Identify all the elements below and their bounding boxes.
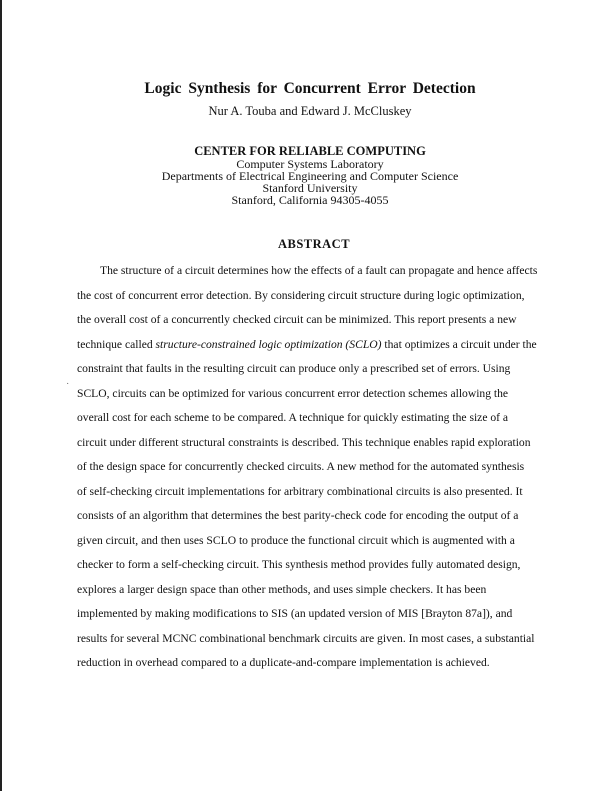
abstract-line: SCLO, circuits can be optimized for various concurrent error detection schemes allowing the <box>77 386 509 400</box>
abstract-line: given circuit, and then uses SCLO to produce the functional circuit which is augmented with a <box>77 533 515 547</box>
abstract-line <box>77 338 537 351</box>
abstract-line: overall cost for each scheme to be compared. A technique for quickly estimating the size of a <box>77 411 509 424</box>
scan-mark: ˙ <box>66 382 70 393</box>
abstract-line: the overall cost of a concurrently checked circuit can be minimized. This report presents a new <box>77 313 517 326</box>
affiliation-line: Stanford University <box>262 181 358 195</box>
abstract-line: of the design space for concurrently checked circuits. A new method for the automated synthesis <box>77 460 525 473</box>
affiliation-line: Computer Systems Laboratory <box>236 157 384 171</box>
abstract-line: the cost of concurrent error detection. By considering circuit structure during logic optimization, <box>77 288 525 302</box>
abstract-line: consists of an algorithm that determines the best parity-check code for encoding the output of a <box>77 509 519 522</box>
italic-term: structure-constrained logic optimization (SCLO) <box>155 337 382 351</box>
text-span: that optimizes a circuit under the <box>381 337 537 351</box>
text-span: technique called <box>77 337 156 351</box>
abstract-line: reduction in overhead compared to a duplicate-and-compare implementation is achieved. <box>77 656 490 669</box>
affiliation-line: Stanford, California 94305-4055 <box>231 193 389 207</box>
scan-edge <box>0 0 2 791</box>
authors: Nur A. Touba and Edward J. McCluskey <box>208 104 412 118</box>
abstract-line: circuit under different structural constraints is described. This technique enables rapid exploration <box>77 435 531 449</box>
abstract-line: checker to form a self-checking circuit. This synthesis method provides fully automated design, <box>77 558 521 571</box>
abstract-line: constraint that faults in the resulting circuit can produce only a prescribed set of errors. Using <box>77 362 511 375</box>
abstract-line: The structure of a circuit determines how the effects of a fault can propagate and hence affects <box>100 264 538 277</box>
abstract-line: explores a larger design space than other methods, and uses simple checkers. It has been <box>77 582 487 596</box>
abstract-line: implemented by making modifications to SIS (an updated version of MIS [Brayton 87a]), and <box>77 607 513 620</box>
institution: CENTER FOR RELIABLE COMPUTING <box>194 144 426 158</box>
affiliation-line: Departments of Electrical Engineering and Computer Science <box>161 169 459 183</box>
abstract-line: results for several MCNC combinational benchmark circuits are given. In most cases, a substantial <box>77 631 535 645</box>
paper-title: Logic Synthesis for Concurrent Error Detection <box>144 80 476 97</box>
abstract-line: of self-checking circuit implementations for arbitrary combinational circuits is also presented. It <box>77 484 523 498</box>
abstract-heading: ABSTRACT <box>277 237 351 251</box>
